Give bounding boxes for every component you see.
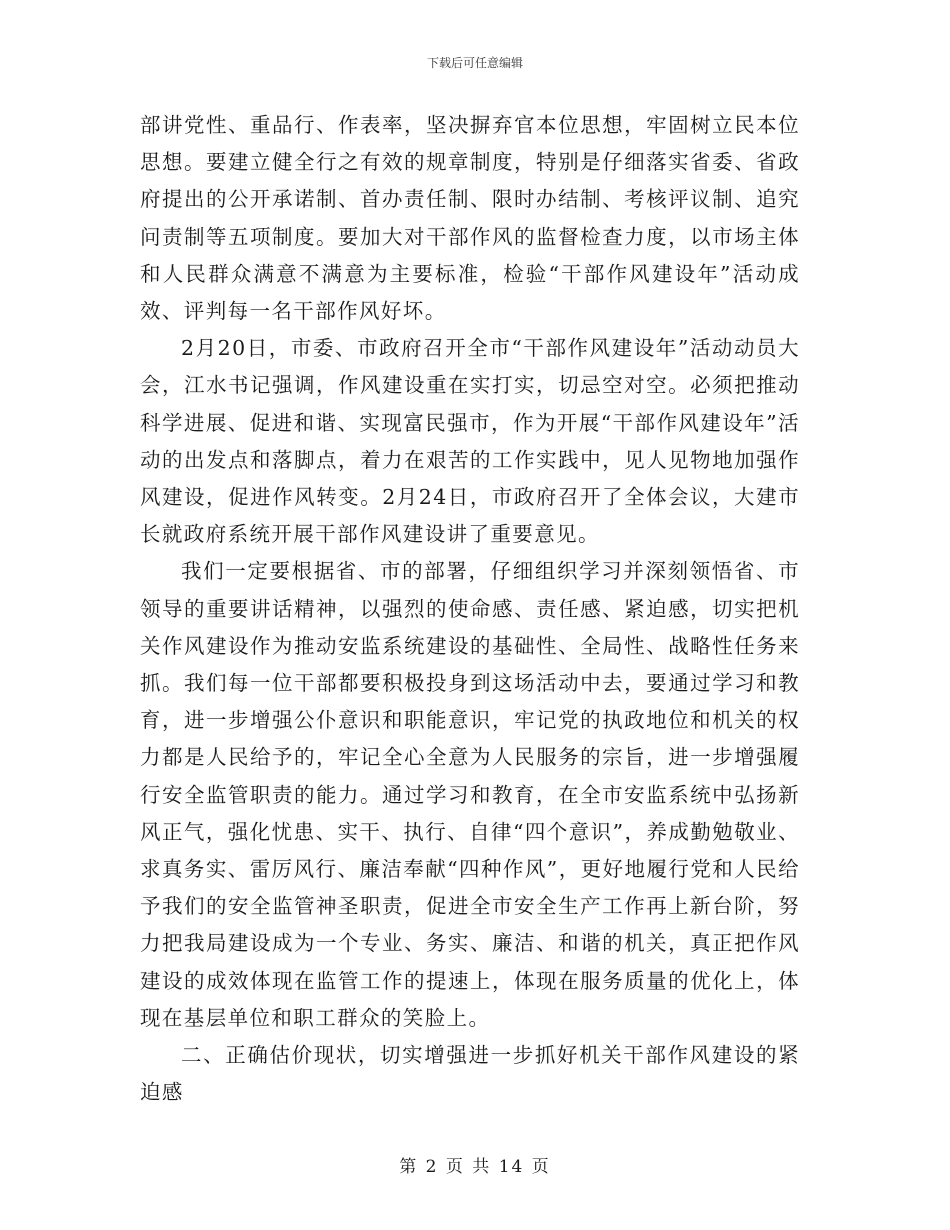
paragraph-continuation: 部讲党性、重品行、作表率，坚决摒弃官本位思想，牢固树立民本位思想。要建立健全行之有效的规章制度，特别是仔细落实省委、省政府提出的公开承诺制、首办责任制、限时办结制、考核评议制、追究问责制等五项制度。要加大对干部作风的监督检查力度，以市场主体和人民群众满意不满意为主要标准，检验“干部作风建设年”活动成效、评判每一名干部作风好坏。 — [140, 113, 800, 324]
page-header: 下载后可任意编辑 — [426, 56, 523, 70]
paragraph: 我们一定要根据省、市的部署，仔细组织学习并深刻领悟省、市领导的重要讲话精神，以强烈的使命感、责任感、紧迫感，切实把机关作风建设作为推动安监系统建设的基础性、全局性、战略性任务来抓。我们每一位干部都要积极投身到这场活动中去，要通过学习和教育，进一步增强公仆意识和职能意识，牢记党的执政地位和机关的权力都是人民给予的，牢记全心全意为人民服务的宗旨，进一步增强履行安全监管职责的能力。通过学习和教育，在全市安监系统中弘扬新风正气，强化忧患、实干、执行、自律“四个意识”，养成勤勉敬业、求真务实、雷厉风行、廉洁奉献“四种作风”，更好地履行党和人民给予我们的安全监管神圣职责，促进全市安全生产工作再上新台阶，努力把我局建设成为一个专业、务实、廉洁、和谐的机关，真正把作风建设的成效体现在监管工作的提速上，体现在服务质量的优化上，体现在基层单位和职工群众的笑脸上。 — [140, 559, 800, 1030]
paragraph: 2月20日，市委、市政府召开全市“干部作风建设年”活动动员大会，江水书记强调，作风建设重在实打实，切忌空对空。必须把推动科学进展、促进和谐、实现富民强市，作为开展“干部作风建设年”活动的出发点和落脚点，着力在艰苦的工作实践中，见人见物地加强作风建设，促进作风转变。2月24日，市政府召开了全体会议，大建市长就政府系统开展干部作风建设讲了重要意见。 — [140, 336, 800, 547]
document-body — [140, 107, 800, 1111]
section-heading: 二、正确估价现状，切实增强进一步抓好机关干部作风建设的紧迫感 — [140, 1043, 800, 1105]
page-number-footer: 第 2 页 共 14 页 — [399, 1157, 551, 1177]
